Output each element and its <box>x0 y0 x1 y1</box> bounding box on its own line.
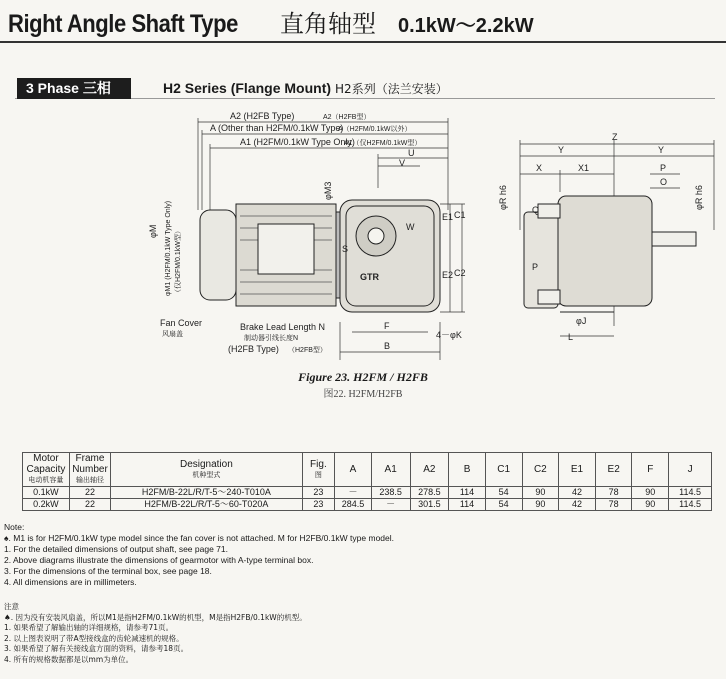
column-header-cn: 输出轴径 <box>76 476 104 484</box>
table-cell: － <box>371 499 410 511</box>
table-cell: 238.5 <box>371 487 410 499</box>
dim-q-label: Q <box>532 205 540 215</box>
column-header <box>595 453 632 487</box>
dim-f-label: F <box>384 321 390 331</box>
table-cell: 42 <box>559 499 596 511</box>
dim-r-label-1: φR h6 <box>498 185 508 210</box>
dim-e2-label: E2 <box>442 270 454 280</box>
figure-caption: Figure 23. H2FM / H2FB <box>298 370 428 384</box>
table-cell: 23 <box>302 487 335 499</box>
column-header-en: A <box>349 464 357 475</box>
table-cell: H2FM/B-22L/R/T-5～240-T010A <box>111 487 302 499</box>
column-header-cn: 机种型式 <box>192 470 221 479</box>
note-line-cn: 1. 如果希望了解输出轴的详细规格，请参考71页。 <box>4 623 174 632</box>
series-en: H2 Series (Flange Mount) <box>163 80 332 96</box>
table-cell: 42 <box>559 487 596 499</box>
dim-m3-label: φM3 <box>323 181 333 200</box>
table-row <box>23 499 712 511</box>
column-header-en: J <box>687 464 693 475</box>
dim-a2-cn: A2（H2FB型） <box>323 114 371 121</box>
column-header <box>449 453 486 487</box>
column-header-en: Designation <box>179 458 233 470</box>
table-cell: 78 <box>595 499 632 511</box>
column-header-cn: 电动机容量 <box>28 476 64 484</box>
column-header <box>410 453 449 487</box>
dim-c1-label: C1 <box>454 210 466 220</box>
table-cell: H2FM/B-22L/R/T-5～60-T020A <box>111 499 302 511</box>
notes-en <box>4 522 394 588</box>
table-cell: 114 <box>449 499 486 511</box>
dim-x-label: X <box>536 163 543 173</box>
brake-lead-label: Brake Lead Length N <box>240 322 326 332</box>
column-header <box>335 453 372 487</box>
dim-m1-cn: （仅H2FM/0.1kW型） <box>175 227 182 296</box>
table-cell: 114 <box>449 487 486 499</box>
dim-k-label: 4－φK <box>436 330 462 340</box>
note-line-cn: 2. 以上图表说明了带A型接线盒的齿轮减速机的规格。 <box>4 633 184 643</box>
series-cn: H2系列（法兰安装） <box>335 82 448 96</box>
column-header-en: C1 <box>497 464 511 475</box>
motor-body <box>200 200 440 312</box>
notes-cn <box>4 602 307 665</box>
dim-e1-label: E1 <box>442 212 454 222</box>
column-header <box>111 453 302 487</box>
table-header-row <box>23 453 712 487</box>
dim-o-label: O <box>660 177 668 187</box>
column-header-en: A2 <box>423 464 436 475</box>
dim-m-label: φM <box>148 224 158 238</box>
table-cell: 54 <box>485 499 522 511</box>
title-cn: 直角轴型 <box>280 10 376 38</box>
note-line: 4. All dimensions are in millimeters. <box>4 577 137 587</box>
fan-cover-cn: 风扇盖 <box>162 331 183 338</box>
column-header-cn: 图 <box>314 470 322 479</box>
series-heading <box>163 80 448 97</box>
dim-y-label-1: Y <box>558 145 565 155</box>
column-header <box>522 453 559 487</box>
dim-p2-label: P <box>532 262 539 272</box>
table-cell: 0.2kW <box>23 499 70 511</box>
dim-z-label: Z <box>612 132 618 142</box>
table-cell: 0.1kW <box>23 487 70 499</box>
column-header <box>302 453 335 487</box>
table-cell: 278.5 <box>410 487 449 499</box>
gtr-logo: GTR <box>360 272 379 282</box>
table-cell: 90 <box>632 499 669 511</box>
dim-y-label-2: Y <box>658 145 665 155</box>
dim-m1-label: φM1 (H2FM/0.1kW Type Only) <box>165 200 172 296</box>
dim-p-label: P <box>660 163 667 173</box>
dimension-drawing <box>140 100 726 368</box>
dim-l-label: L <box>568 332 574 342</box>
column-header-en: F <box>647 464 654 475</box>
table-cell: 90 <box>632 487 669 499</box>
gearmotor-drawing-svg <box>140 100 726 368</box>
table-cell: 301.5 <box>410 499 449 511</box>
dim-j-label: φJ <box>576 316 587 326</box>
note-line: 3. For the dimensions of the terminal box, see page 18. <box>4 566 212 576</box>
column-header-en: A1 <box>384 464 397 475</box>
title-divider <box>0 41 726 43</box>
column-header-en: Motor Capacity <box>26 453 66 475</box>
column-header <box>669 453 712 487</box>
table-cell: 22 <box>69 487 110 499</box>
dim-a-label: A (Other than H2FM/0.1kW Type) <box>210 123 344 133</box>
note-line-cn: 4. 所有的规格数据都是以mm为单位。 <box>4 654 134 664</box>
dim-a1-label: A1 (H2FM/0.1kW Type Only) <box>240 137 355 147</box>
table-cell: 54 <box>485 487 522 499</box>
table-cell: 90 <box>522 499 559 511</box>
title-en: Right Angle Shaft Type <box>8 10 238 38</box>
dim-x1-label: X1 <box>578 163 590 173</box>
table-cell: 114.5 <box>669 499 712 511</box>
dim-a2-label: A2 (H2FB Type) <box>230 111 295 121</box>
column-header <box>632 453 669 487</box>
dim-a1-cn: A1（仅H2FM/0.1kW型） <box>344 140 422 147</box>
side-view-body <box>524 196 696 312</box>
dim-v-label: V <box>399 158 406 168</box>
note-line-cn: ♠. 因为没有安装风扇盖，所以M1是指H2FM/0.1kW的机型，M是指H2FB/0.1kW的机型。 <box>4 612 307 622</box>
column-header-en: E2 <box>607 464 620 475</box>
note-line-cn: 3. 如果希望了解有关接线盒方面的资料，请参考18页。 <box>4 644 189 653</box>
column-header <box>23 453 70 487</box>
dim-a-cn: A（H2FM/0.1kW以外） <box>338 126 412 133</box>
column-header <box>371 453 410 487</box>
figure-caption-cn: 图22. H2FM/H2FB <box>323 389 403 400</box>
column-header-en: Fig. <box>310 458 327 470</box>
dim-s-label: S <box>342 244 349 254</box>
table-cell: 23 <box>302 499 335 511</box>
notes-heading-cn: 注意 <box>4 602 19 611</box>
table-cell: 78 <box>595 487 632 499</box>
h2fb-type-cn: （H2FB型） <box>288 347 327 354</box>
notes-heading: Note: <box>4 522 25 532</box>
table-cell: 22 <box>69 499 110 511</box>
column-header-en: E1 <box>570 464 584 475</box>
table-row <box>23 487 712 499</box>
dim-c2-label: C2 <box>454 268 466 278</box>
page-title <box>8 4 534 40</box>
dim-u-label: U <box>408 148 415 158</box>
phase-badge: 3 Phase 三相 <box>17 78 131 99</box>
fan-cover-label: Fan Cover <box>160 318 203 328</box>
dim-w-label: W <box>406 222 415 232</box>
table-cell: 90 <box>522 487 559 499</box>
column-header <box>559 453 596 487</box>
note-line: 2. Above diagrams illustrate the dimensions of gearmotor with A-type terminal box. <box>4 555 314 565</box>
column-header <box>485 453 522 487</box>
dim-b-label: B <box>384 341 391 351</box>
column-header-en: Frame Number <box>72 453 108 475</box>
brake-lead-cn: 制动器引线长度N <box>244 335 299 342</box>
note-line: ♠. M1 is for H2FM/0.1kW type model since the fan cover is not attached. M for H2FB/0.1kW type model. <box>4 533 394 543</box>
spec-table <box>22 452 712 511</box>
column-header <box>69 453 110 487</box>
power-range: 0.1kW～2.2kW <box>398 15 534 37</box>
table-cell: － <box>335 487 372 499</box>
table-cell: 284.5 <box>335 499 372 511</box>
h2fb-type-label: (H2FB Type) <box>228 344 279 354</box>
table-cell: 114.5 <box>669 487 712 499</box>
note-line: 1. For the detailed dimensions of output shaft, see page 71. <box>4 544 228 554</box>
column-header-en: C2 <box>533 464 547 475</box>
column-header-en: B <box>463 464 471 475</box>
dim-r-label-2: φR h6 <box>694 185 704 210</box>
